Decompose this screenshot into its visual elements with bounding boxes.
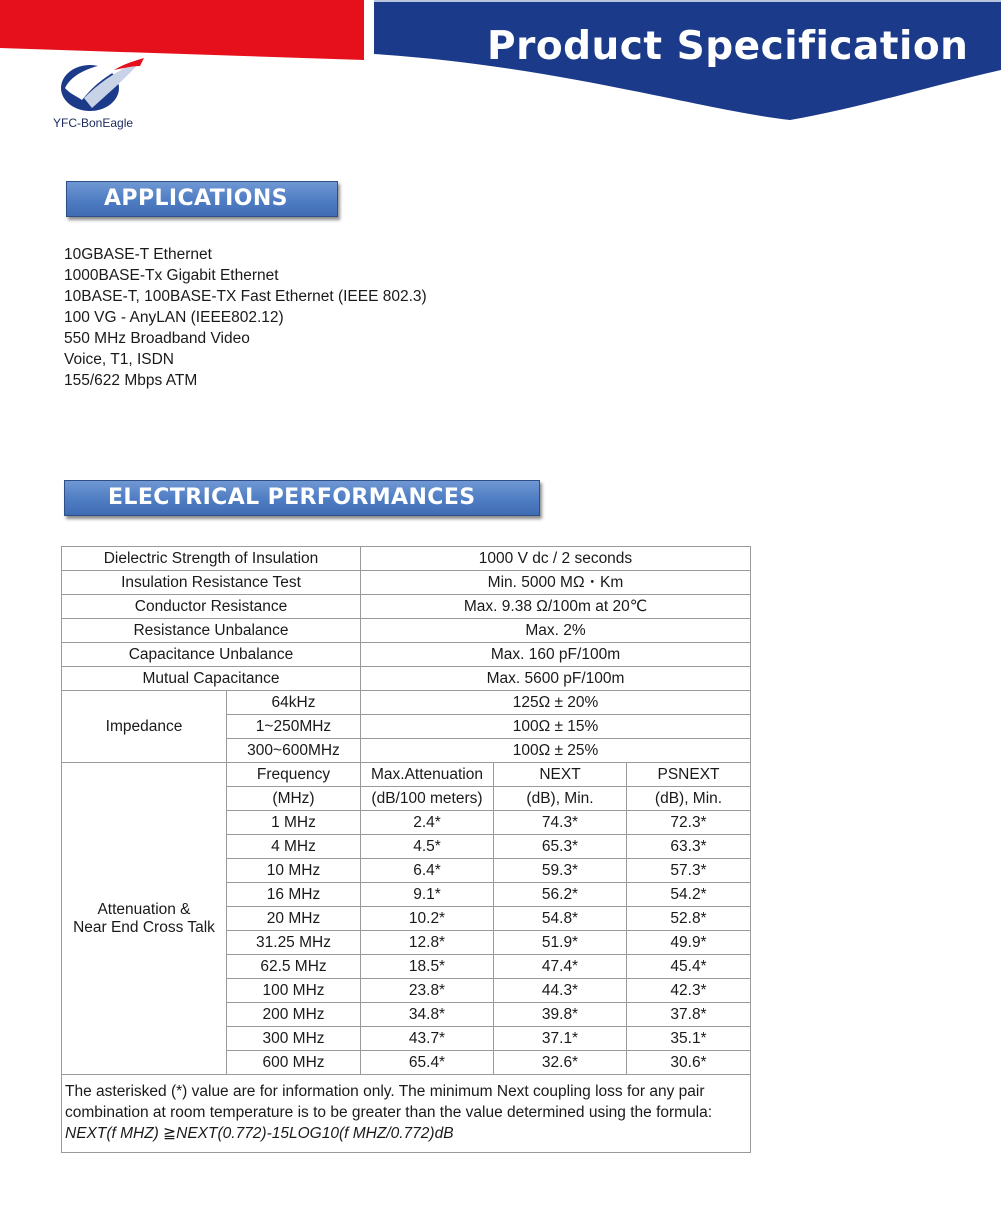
list-item: 550 MHz Broadband Video: [64, 330, 250, 347]
note-text: The asterisked (*) value are for information only. The minimum Next coupling loss for any pair combination at room temperature is to be greater than the value determined using the formula:: [65, 1083, 713, 1121]
table-cell: 65.3*: [494, 835, 627, 859]
table-cell: 62.5 MHz: [227, 955, 361, 979]
table-row: [62, 667, 751, 691]
table-cell: 74.3*: [494, 811, 627, 835]
table-cell: 57.3*: [627, 859, 751, 883]
table-cell: 31.25 MHz: [227, 931, 361, 955]
applications-list: [64, 244, 427, 391]
brand-name: YFC-BonEagle: [53, 116, 134, 130]
page-title: Product Specification: [487, 24, 969, 69]
spec-label: Dielectric Strength of Insulation: [62, 547, 361, 571]
table-cell: 42.3*: [627, 979, 751, 1003]
table-cell: 6.4*: [361, 859, 494, 883]
table-row: [62, 1075, 751, 1153]
spec-label: Capacitance Unbalance: [62, 643, 361, 667]
column-header-unit: (dB), Min.: [494, 787, 627, 811]
list-item: 10BASE-T, 100BASE-TX Fast Ethernet (IEEE 802.3): [64, 288, 427, 305]
spec-value: Min. 5000 MΩ・Km: [361, 571, 751, 595]
table-cell: 10 MHz: [227, 859, 361, 883]
table-cell: 37.1*: [494, 1027, 627, 1051]
column-header-unit: (dB), Min.: [627, 787, 751, 811]
table-row: [62, 619, 751, 643]
impedance-range: 64kHz: [227, 691, 361, 715]
table-cell: 100 MHz: [227, 979, 361, 1003]
table-cell: 51.9*: [494, 931, 627, 955]
table-row: [62, 547, 751, 571]
column-header: NEXT: [494, 763, 627, 787]
table-cell: 23.8*: [361, 979, 494, 1003]
table-cell: 43.7*: [361, 1027, 494, 1051]
table-cell: 65.4*: [361, 1051, 494, 1075]
table-cell: 1 MHz: [227, 811, 361, 835]
list-item: 10GBASE-T Ethernet: [64, 246, 212, 263]
table-cell: 37.8*: [627, 1003, 751, 1027]
impedance-range: 300~600MHz: [227, 739, 361, 763]
table-cell: 34.8*: [361, 1003, 494, 1027]
spec-value: Max. 160 pF/100m: [361, 643, 751, 667]
table-cell: 4.5*: [361, 835, 494, 859]
attenuation-label-line: Attenuation &: [97, 900, 191, 918]
electrical-spec-table: [61, 546, 751, 1153]
table-cell: 30.6*: [627, 1051, 751, 1075]
impedance-value: 100Ω ± 15%: [361, 715, 751, 739]
spec-label: Insulation Resistance Test: [62, 571, 361, 595]
table-cell: 18.5*: [361, 955, 494, 979]
spec-label: Mutual Capacitance: [62, 667, 361, 691]
table-cell: 54.2*: [627, 883, 751, 907]
table-cell: 9.1*: [361, 883, 494, 907]
table-cell: 20 MHz: [227, 907, 361, 931]
spec-value: Max. 2%: [361, 619, 751, 643]
impedance-value: 125Ω ± 20%: [361, 691, 751, 715]
applications-heading: APPLICATIONS: [66, 181, 338, 217]
electrical-heading: ELECTRICAL PERFORMANCES: [64, 480, 540, 516]
table-note: [62, 1075, 751, 1153]
table-cell: 35.1*: [627, 1027, 751, 1051]
table-row: [62, 571, 751, 595]
table-cell: 44.3*: [494, 979, 627, 1003]
impedance-range: 1~250MHz: [227, 715, 361, 739]
attenuation-label-line: Near End Cross Talk: [73, 918, 215, 936]
table-cell: 52.8*: [627, 907, 751, 931]
table-cell: 54.8*: [494, 907, 627, 931]
column-header-unit: (dB/100 meters): [361, 787, 494, 811]
impedance-label: Impedance: [62, 691, 227, 763]
column-header: Frequency: [227, 763, 361, 787]
column-header: Max.Attenuation: [361, 763, 494, 787]
column-header-unit: (MHz): [227, 787, 361, 811]
list-item: 1000BASE-Tx Gigabit Ethernet: [64, 267, 279, 284]
column-header: PSNEXT: [627, 763, 751, 787]
spec-value: Max. 5600 pF/100m: [361, 667, 751, 691]
table-cell: 2.4*: [361, 811, 494, 835]
table-cell: 200 MHz: [227, 1003, 361, 1027]
list-item: Voice, T1, ISDN: [64, 351, 174, 368]
table-cell: 39.8*: [494, 1003, 627, 1027]
table-cell: 56.2*: [494, 883, 627, 907]
spec-value: 1000 V dc / 2 seconds: [361, 547, 751, 571]
table-cell: 16 MHz: [227, 883, 361, 907]
table-cell: 63.3*: [627, 835, 751, 859]
note-formula: NEXT(f MHZ) ≧NEXT(0.772)-15LOG10(f MHZ/0.772)dB: [65, 1125, 454, 1142]
table-row: [62, 763, 751, 787]
table-cell: 59.3*: [494, 859, 627, 883]
impedance-value: 100Ω ± 25%: [361, 739, 751, 763]
table-cell: 32.6*: [494, 1051, 627, 1075]
table-cell: 45.4*: [627, 955, 751, 979]
spec-label: Resistance Unbalance: [62, 619, 361, 643]
spec-label: Conductor Resistance: [62, 595, 361, 619]
list-item: 155/622 Mbps ATM: [64, 372, 198, 389]
table-cell: 47.4*: [494, 955, 627, 979]
table-cell: 12.8*: [361, 931, 494, 955]
table-row: [62, 691, 751, 715]
table-cell: 10.2*: [361, 907, 494, 931]
table-cell: 300 MHz: [227, 1027, 361, 1051]
table-cell: 72.3*: [627, 811, 751, 835]
table-row: [62, 643, 751, 667]
list-item: 100 VG - AnyLAN (IEEE802.12): [64, 309, 284, 326]
table-cell: 49.9*: [627, 931, 751, 955]
table-row: [62, 595, 751, 619]
table-cell: 4 MHz: [227, 835, 361, 859]
spec-value: Max. 9.38 Ω/100m at 20℃: [361, 595, 751, 619]
table-cell: 600 MHz: [227, 1051, 361, 1075]
attenuation-label: [62, 763, 227, 1075]
